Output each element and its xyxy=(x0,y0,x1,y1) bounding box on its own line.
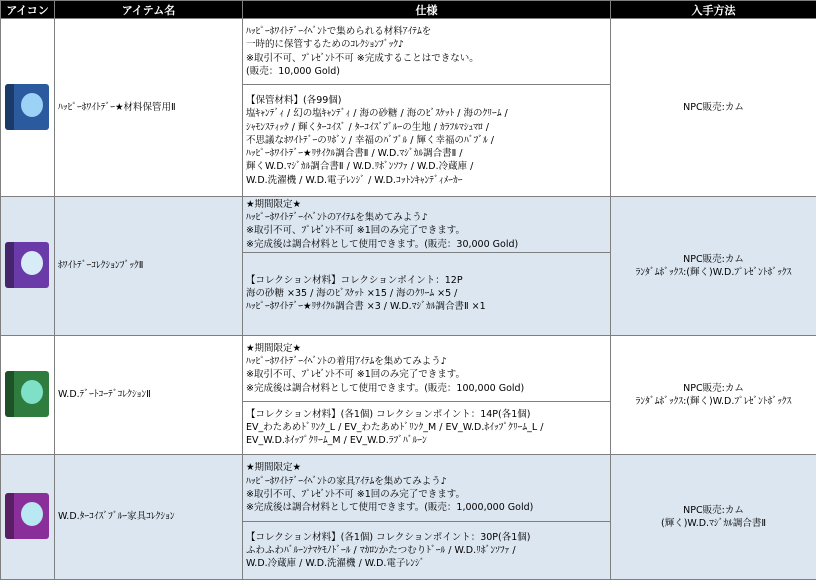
material-line: EV_わたあめﾄﾞﾘﾝｸ_L / EV_わたあめﾄﾞﾘﾝｸ_M / EV_W.D.ﾎｲｯﾌﾟｸﾘｰﾑ_L / xyxy=(246,421,607,434)
material-line: 【保管材料】(各99個) xyxy=(246,94,607,107)
header-icon: アイコン xyxy=(1,1,55,19)
source-line: ﾗﾝﾀﾞﾑﾎﾞｯｸｽ:(輝く)W.D.ﾌﾟﾚｾﾞﾝﾄﾎﾞｯｸｽ xyxy=(614,395,813,408)
material-line: W.D.洗濯機 / W.D.電子ﾚﾝｼﾞ / W.D.ｺｯﾄﾝｷｬﾝﾃﾞｨﾒｰｶｰ xyxy=(246,174,607,187)
blue-book-icon xyxy=(3,81,53,135)
item-materials xyxy=(243,85,611,197)
source-line: NPC販売:カム xyxy=(614,101,813,114)
item-materials xyxy=(243,521,611,579)
desc-line: ※完成後は調合材料として使用できます。(販売：100,000 Gold) xyxy=(246,382,607,395)
desc-line: ﾊｯﾋﾟｰﾎﾜｲﾄﾃﾞｰｲﾍﾞﾝﾄの着用ｱｲﾃﾑを集めてみよう♪ xyxy=(246,355,607,368)
desc-line: ★期間限定★ xyxy=(246,342,607,355)
item-materials xyxy=(243,401,611,454)
material-line: 【コレクション材料】(各1個) コレクションポイント：30P(各1個) xyxy=(246,531,607,544)
material-line: 海の砂糖 ×35 / 海のﾋﾞｽｹｯﾄ ×15 / 海のｸﾘｰﾑ ×5 / xyxy=(246,287,607,300)
material-line: 輝くW.D.ﾏｼﾞｶﾙ調合書Ⅱ / W.D.ﾘﾎﾞﾝｿﾌｧ / W.D.冷蔵庫 / xyxy=(246,160,607,173)
item-icon-cell xyxy=(1,335,55,454)
item-source xyxy=(611,19,816,197)
material-line: 【コレクション材料】(各1個) コレクションポイント：14P(各1個) xyxy=(246,408,607,421)
material-line: ﾊｯﾋﾟｰﾎﾜｲﾄﾃﾞｰ★ﾘｻｲｸﾙ調合書 ×3 / W.D.ﾏｼﾞｶﾙ調合書Ⅱ ×1 xyxy=(246,300,607,313)
desc-line: ※取引不可、ﾌﾟﾚｾﾞﾝﾄ不可 ※1回のみ完了できます。 xyxy=(246,368,607,381)
source-line: NPC販売:カム xyxy=(614,504,813,517)
source-line: NPC販売:カム xyxy=(614,382,813,395)
header-spec: 仕様 xyxy=(243,1,611,19)
item-icon-cell xyxy=(1,197,55,336)
magenta-book-icon xyxy=(3,490,53,544)
material-line: 【コレクション材料】コレクションポイント：12P xyxy=(246,274,607,287)
source-line: NPC販売:カム xyxy=(614,253,813,266)
source-line: (輝く)W.D.ﾏｼﾞｶﾙ調合書Ⅱ xyxy=(614,517,813,530)
item-icon-cell xyxy=(1,19,55,197)
item-name: ﾊｯﾋﾟｰﾎﾜｲﾄﾃﾞｰ★材料保管用Ⅱ xyxy=(55,19,243,197)
item-source xyxy=(611,197,816,336)
item-name: W.D.ﾀｰｺｲｽﾞﾌﾞﾙｰ家具ｺﾚｸｼｮﾝ xyxy=(55,454,243,579)
item-description xyxy=(243,454,611,521)
material-line: 不思議なﾎﾜｲﾄﾃﾞｰのﾘﾎﾞﾝ / 幸福のﾊﾞﾌﾞﾙ / 輝く幸福のﾊﾞﾌﾞﾙ / xyxy=(246,134,607,147)
material-line: ふわふわﾊﾞﾙｰﾝﾅﾏｹﾓﾉﾄﾞｰﾙ / ﾏｶﾛﾝかたつむりﾄﾞｰﾙ / W.D.ﾘﾎﾞﾝｿﾌｧ / xyxy=(246,544,607,557)
desc-line: 一時的に保管するためのｺﾚｸｼｮﾝﾌﾞｯｸ♪ xyxy=(246,38,607,51)
desc-line: ※完成後は調合材料として使用できます。(販売：30,000 Gold) xyxy=(246,238,607,251)
item-description xyxy=(243,335,611,401)
material-line: 塩ｷｬﾝﾃﾞｨ / 幻の塩ｷｬﾝﾃﾞｨ / 海の砂糖 / 海のﾋﾞｽｹｯﾄ / 海のｸﾘｰﾑ / xyxy=(246,107,607,120)
material-line: EV_W.D.ﾎｲｯﾌﾟｸﾘｰﾑ_M / EV_W.D.ﾗﾌﾞﾊﾞﾙｰﾝ xyxy=(246,434,607,447)
purple-book-icon xyxy=(3,239,53,293)
item-name: W.D.ﾃﾞｰﾄｺｰﾃﾞｺﾚｸｼｮﾝⅡ xyxy=(55,335,243,454)
header-row xyxy=(1,1,816,19)
source-line: ﾗﾝﾀﾞﾑﾎﾞｯｸｽ:(輝く)W.D.ﾌﾟﾚｾﾞﾝﾄﾎﾞｯｸｽ xyxy=(614,266,813,279)
desc-line: ※取引不可、ﾌﾟﾚｾﾞﾝﾄ不可 ※1回のみ完了できます。 xyxy=(246,224,607,237)
item-source xyxy=(611,335,816,454)
desc-line: ※取引不可、ﾌﾟﾚｾﾞﾝﾄ不可 ※1回のみ完了できます。 xyxy=(246,488,607,501)
desc-line: ★期間限定★ xyxy=(246,198,607,211)
item-icon-cell xyxy=(1,454,55,579)
green-book-icon xyxy=(3,368,53,422)
item-source xyxy=(611,454,816,579)
desc-line: ※取引不可、ﾌﾟﾚｾﾞﾝﾄ不可 ※完成することはできない。 xyxy=(246,52,607,65)
desc-line: ※完成後は調合材料として使用できます。(販売：1,000,000 Gold) xyxy=(246,501,607,514)
item-name: ﾎﾜｲﾄﾃﾞｰｺﾚｸｼｮﾝﾌﾞｯｸⅡ xyxy=(55,197,243,336)
desc-line: ﾊｯﾋﾟｰﾎﾜｲﾄﾃﾞｰｲﾍﾞﾝﾄで集められる材料ｱｲﾃﾑを xyxy=(246,25,607,38)
item-row xyxy=(1,454,816,521)
item-description xyxy=(243,197,611,253)
desc-line: (販売：10,000 Gold) xyxy=(246,65,607,78)
desc-line: ﾊｯﾋﾟｰﾎﾜｲﾄﾃﾞｰｲﾍﾞﾝﾄのｱｲﾃﾑを集めてみよう♪ xyxy=(246,211,607,224)
material-line: W.D.冷蔵庫 / W.D.洗濯機 / W.D.電子ﾚﾝｼﾞ xyxy=(246,557,607,570)
item-row xyxy=(1,19,816,85)
item-description xyxy=(243,19,611,85)
desc-line: ﾊｯﾋﾟｰﾎﾜｲﾄﾃﾞｰｲﾍﾞﾝﾄの家具ｱｲﾃﾑを集めてみよう♪ xyxy=(246,475,607,488)
material-line: ﾊｯﾋﾟｰﾎﾜｲﾄﾃﾞｰ★ﾘｻｲｸﾙ調合書Ⅱ / W.D.ﾏｼﾞｶﾙ調合書Ⅱ / xyxy=(246,147,607,160)
desc-line: ★期間限定★ xyxy=(246,461,607,474)
header-source: 入手方法 xyxy=(611,1,816,19)
material-line: ｼｬﾓﾝｽﾃｨｯｸ / 輝くﾀｰｺｲｽﾞ / ﾀｰｺｲｽﾞﾌﾞﾙｰの生地 / ｶﾗﾌﾙﾏｼｭﾏﾛ / xyxy=(246,121,607,134)
header-name: アイテム名 xyxy=(55,1,243,19)
item-row xyxy=(1,197,816,253)
item-row xyxy=(1,335,816,401)
item-materials xyxy=(243,252,611,335)
